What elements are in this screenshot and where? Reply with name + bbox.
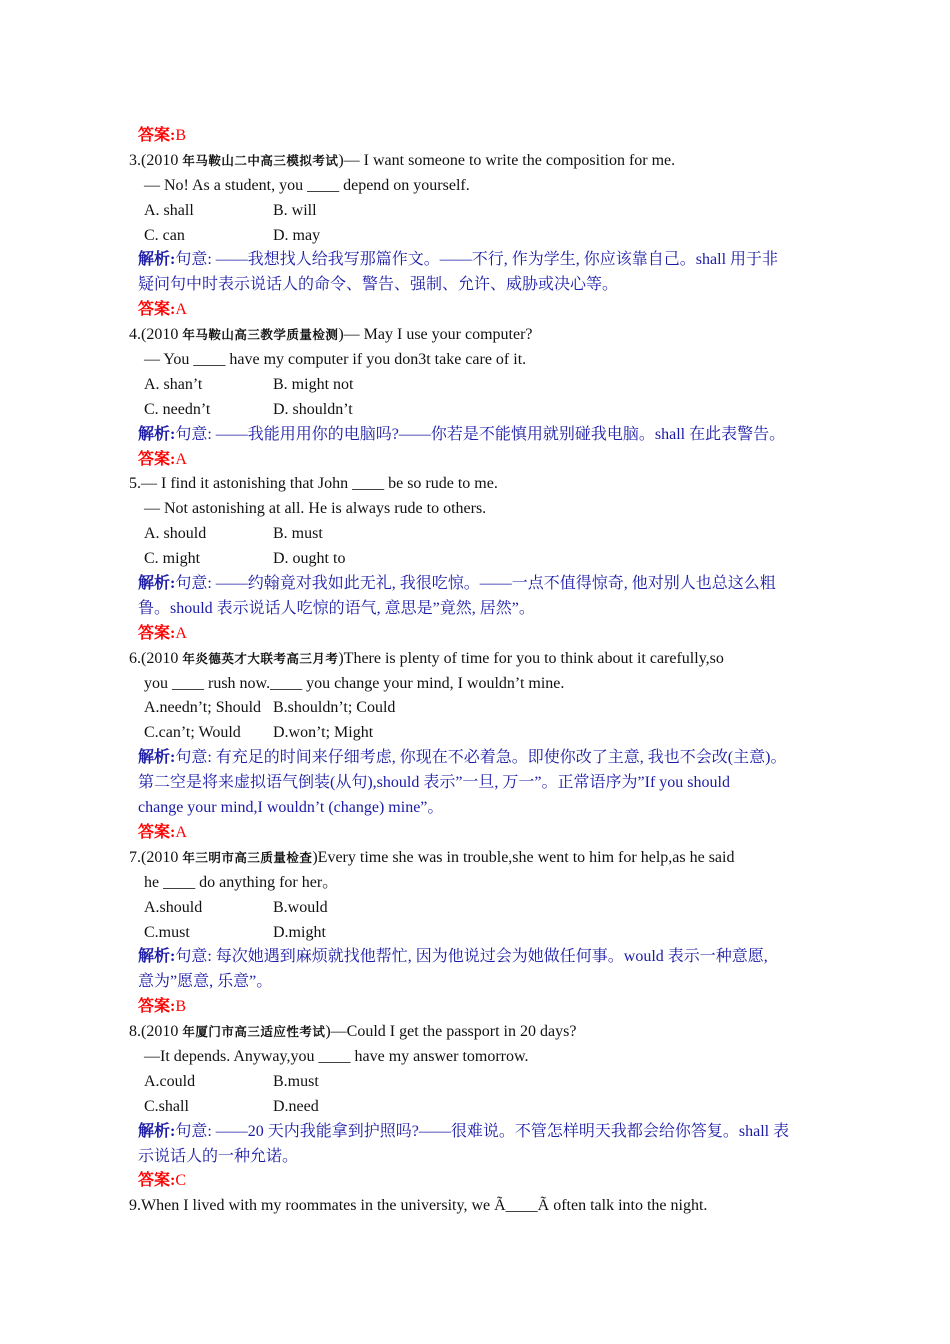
- answer-value: A: [175, 823, 187, 841]
- option: C. can: [144, 226, 185, 244]
- question-stem-continued: you ____ rush now.____ you change your mind, I wouldn’t mine.: [144, 674, 565, 692]
- option: D.need: [273, 1097, 319, 1115]
- question-number: 8.(2010: [129, 1023, 183, 1041]
- document-body: [129, 124, 819, 1219]
- question-source: 年三明市高三质量检查: [182, 849, 313, 865]
- option: A. shall: [144, 201, 194, 219]
- answer-value: A: [175, 624, 187, 642]
- answer-value: B: [175, 998, 187, 1016]
- explanation-line: 意为”愿意, 乐意”。: [138, 973, 273, 991]
- question-stem: [129, 846, 819, 871]
- question-text: — I find it astonishing that John ____ be so rude to me.: [141, 475, 498, 493]
- answer-value: A: [175, 301, 187, 319]
- option-row: [129, 522, 819, 547]
- option: D.might: [273, 923, 326, 941]
- option-row: [129, 721, 819, 746]
- option: D. shouldn’t: [273, 400, 353, 418]
- explanation-label: 解析:: [138, 1122, 176, 1140]
- option: B.would: [273, 898, 328, 916]
- option: C.can’t; Would: [144, 724, 241, 742]
- question-stem: [129, 149, 819, 174]
- answer-label: 答案:: [138, 301, 176, 319]
- option: B. might not: [273, 375, 354, 393]
- question-source: 年厦门市高三适应性考试: [182, 1024, 326, 1040]
- option: D. may: [273, 226, 321, 244]
- explanation-label: 解析:: [138, 251, 176, 269]
- question-text: )Every time she was in trouble,she went to him for help,as he said: [312, 848, 735, 866]
- explanation-line: 鲁。should 表示说话人吃惊的语气, 意思是”竟然, 居然”。: [138, 599, 535, 617]
- answer-line: [129, 1169, 819, 1194]
- option-row: [129, 199, 819, 224]
- answer-label: 答案:: [138, 823, 176, 841]
- explanation-line: 解析:句意: ——20 天内我能拿到护照吗?——很难说。不管怎样明天我都会给你答复。shall 表: [138, 1122, 790, 1140]
- question-stem-continued: —It depends. Anyway,you ____ have my answer tomorrow.: [144, 1047, 529, 1065]
- answer-value: A: [175, 450, 187, 468]
- question-block: [129, 846, 819, 1020]
- question-block: [129, 647, 819, 846]
- option: B. will: [273, 201, 317, 219]
- explanation-line: change your mind,I wouldn’t (change) mine”。: [138, 799, 444, 817]
- question-number: 7.(2010: [129, 848, 183, 866]
- question-block: [129, 472, 819, 646]
- option: A. shan’t: [144, 375, 203, 393]
- option-row: [129, 547, 819, 572]
- option: B.shouldn’t; Could: [273, 699, 396, 717]
- option-row: [129, 921, 819, 946]
- question-stem-continued: — Not astonishing at all. He is always rude to others.: [144, 500, 487, 518]
- question-stem: [129, 1020, 819, 1045]
- question-text: )—Could I get the passport in 20 days?: [325, 1023, 577, 1041]
- option: C. needn’t: [144, 400, 211, 418]
- option: A.needn’t; Should: [144, 699, 262, 717]
- option: A. should: [144, 525, 207, 543]
- question-number: 6.(2010: [129, 649, 183, 667]
- answer-line: 答案:B: [138, 127, 187, 144]
- answer-line: [129, 298, 819, 323]
- option-row: [129, 696, 819, 721]
- question-block: [129, 149, 819, 323]
- question-source: 年马鞍山高三教学质量检测: [182, 327, 339, 343]
- explanation-line: 示说话人的一种允诺。: [138, 1147, 299, 1165]
- explanation-label: 解析:: [138, 575, 176, 593]
- answer-line: [129, 821, 819, 846]
- option: C.shall: [144, 1097, 189, 1115]
- option-row: [129, 896, 819, 921]
- answer-line: [129, 622, 819, 647]
- question-list: [129, 149, 819, 1194]
- explanation-line: 疑问句中时表示说话人的命令、警告、强制、允许、威胁或决心等。: [138, 276, 619, 294]
- question-text: )— May I use your computer?: [338, 326, 533, 344]
- option-row: [129, 1070, 819, 1095]
- option: D.won’t; Might: [273, 724, 374, 742]
- answer-label: 答案:: [138, 998, 176, 1016]
- option: C. might: [144, 550, 201, 568]
- option-row: [129, 373, 819, 398]
- option: A.should: [144, 898, 203, 916]
- question-stem-continued: — No! As a student, you ____ depend on yourself.: [144, 176, 470, 194]
- option-row: [129, 398, 819, 423]
- explanation-line: 解析:句意: 每次她遇到麻烦就找他帮忙, 因为他说过会为她做任何事。would 表示一种意愿,: [138, 948, 768, 966]
- question-9-stem: 9.When I lived with my roommates in the university, we Ã____Ã often talk into the night.: [129, 1197, 708, 1215]
- option: D. ought to: [273, 550, 346, 568]
- explanation-line: 解析:句意: ——我想找人给我写那篇作文。——不行, 作为学生, 你应该靠自己。shall 用于非: [138, 251, 779, 269]
- explanation-label: 解析:: [138, 425, 176, 443]
- question-stem: [129, 647, 819, 672]
- explanation-label: 解析:: [138, 948, 176, 966]
- explanation-label: 解析:: [138, 749, 176, 767]
- question-block: [129, 323, 819, 472]
- answer-line: [129, 995, 819, 1020]
- question-text: )— I want someone to write the composition for me.: [338, 151, 676, 169]
- question-source: 年马鞍山二中高三模拟考试: [182, 152, 339, 168]
- option: A.could: [144, 1072, 196, 1090]
- explanation-line: 解析:句意: ——我能用用你的电脑吗?——你若是不能慎用就别碰我电脑。shall 在此表警告。: [138, 425, 786, 443]
- answer-label: 答案:: [138, 1172, 176, 1190]
- question-stem: [129, 323, 819, 348]
- explanation-line: 解析:句意: ——约翰竟对我如此无礼, 我很吃惊。——一点不值得惊奇, 他对别人也总这么粗: [138, 575, 776, 593]
- option-row: [129, 224, 819, 249]
- question-number: 3.(2010: [129, 151, 183, 169]
- answer-label: 答案:: [138, 450, 176, 468]
- question-source: 年炎德英才大联考高三月考: [182, 650, 339, 666]
- question-number: 5.: [129, 475, 141, 493]
- question-number: 4.(2010: [129, 326, 183, 344]
- question-stem-continued: — You ____ have my computer if you don3t take care of it.: [144, 351, 527, 369]
- option: B. must: [273, 525, 323, 543]
- option-row: [129, 1095, 819, 1120]
- answer-line: [129, 448, 819, 473]
- option: C.must: [144, 923, 190, 941]
- answer-value: C: [175, 1172, 187, 1190]
- question-block: [129, 1020, 819, 1194]
- question-text: )There is plenty of time for you to think about it carefully,so: [338, 649, 724, 667]
- explanation-line: 解析:句意: 有充足的时间来仔细考虑, 你现在不必着急。即使你改了主意, 我也不会改(主意)。: [138, 749, 787, 767]
- explanation-line: 第二空是将来虚拟语气倒装(从句),should 表示”一旦, 万一”。正常语序为”If you should: [138, 774, 730, 792]
- question-stem: [129, 472, 819, 497]
- option: B.must: [273, 1072, 319, 1090]
- question-stem-continued: he ____ do anything for her。: [144, 873, 339, 891]
- answer-label: 答案:: [138, 624, 176, 642]
